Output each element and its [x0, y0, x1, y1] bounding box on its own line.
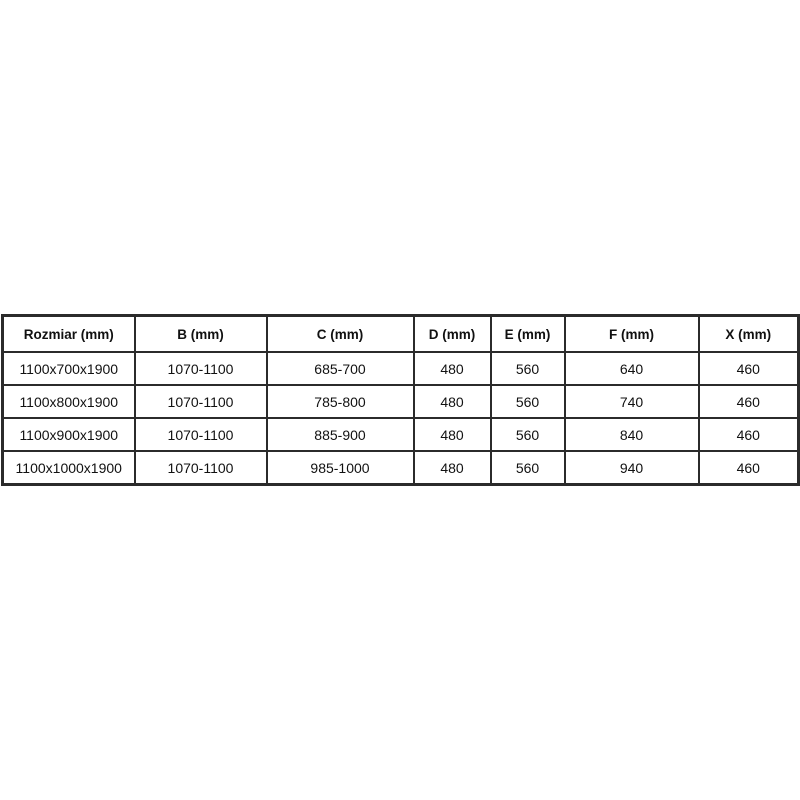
table-cell: 480: [414, 451, 491, 485]
table-row: [3, 451, 799, 485]
table-cell: 1100x800x1900: [3, 385, 135, 418]
table-cell: 985-1000: [267, 451, 414, 485]
column-header-e: E (mm): [491, 316, 565, 353]
table-cell: 560: [491, 418, 565, 451]
table-cell: 480: [414, 385, 491, 418]
table-cell: 1070-1100: [135, 352, 267, 385]
column-header-d: D (mm): [414, 316, 491, 353]
table-cell: 1070-1100: [135, 385, 267, 418]
column-header-b: B (mm): [135, 316, 267, 353]
table-cell: 1070-1100: [135, 418, 267, 451]
table-cell: 640: [565, 352, 699, 385]
column-header-c: C (mm): [267, 316, 414, 353]
table-cell: 560: [491, 385, 565, 418]
table-cell: 785-800: [267, 385, 414, 418]
table-row: [3, 418, 799, 451]
table-cell: 840: [565, 418, 699, 451]
table-body: [3, 352, 799, 485]
table-cell: 885-900: [267, 418, 414, 451]
table-cell: 940: [565, 451, 699, 485]
table-cell: 460: [699, 418, 799, 451]
table-cell: 1070-1100: [135, 451, 267, 485]
table-cell: 1100x900x1900: [3, 418, 135, 451]
column-header-x: X (mm): [699, 316, 799, 353]
table-cell: 460: [699, 352, 799, 385]
table-cell: 560: [491, 451, 565, 485]
table-cell: 1100x1000x1900: [3, 451, 135, 485]
table-cell: 460: [699, 385, 799, 418]
header-row: [3, 316, 799, 353]
table-cell: 480: [414, 418, 491, 451]
table-cell: 740: [565, 385, 699, 418]
table-cell: 1100x700x1900: [3, 352, 135, 385]
table-cell: 480: [414, 352, 491, 385]
column-header-f: F (mm): [565, 316, 699, 353]
spec-table: [1, 314, 800, 486]
table-row: [3, 352, 799, 385]
table-cell: 685-700: [267, 352, 414, 385]
table-row: [3, 385, 799, 418]
table-header: [3, 316, 799, 353]
column-header-rozmiar: Rozmiar (mm): [3, 316, 135, 353]
table-cell: 560: [491, 352, 565, 385]
table-cell: 460: [699, 451, 799, 485]
